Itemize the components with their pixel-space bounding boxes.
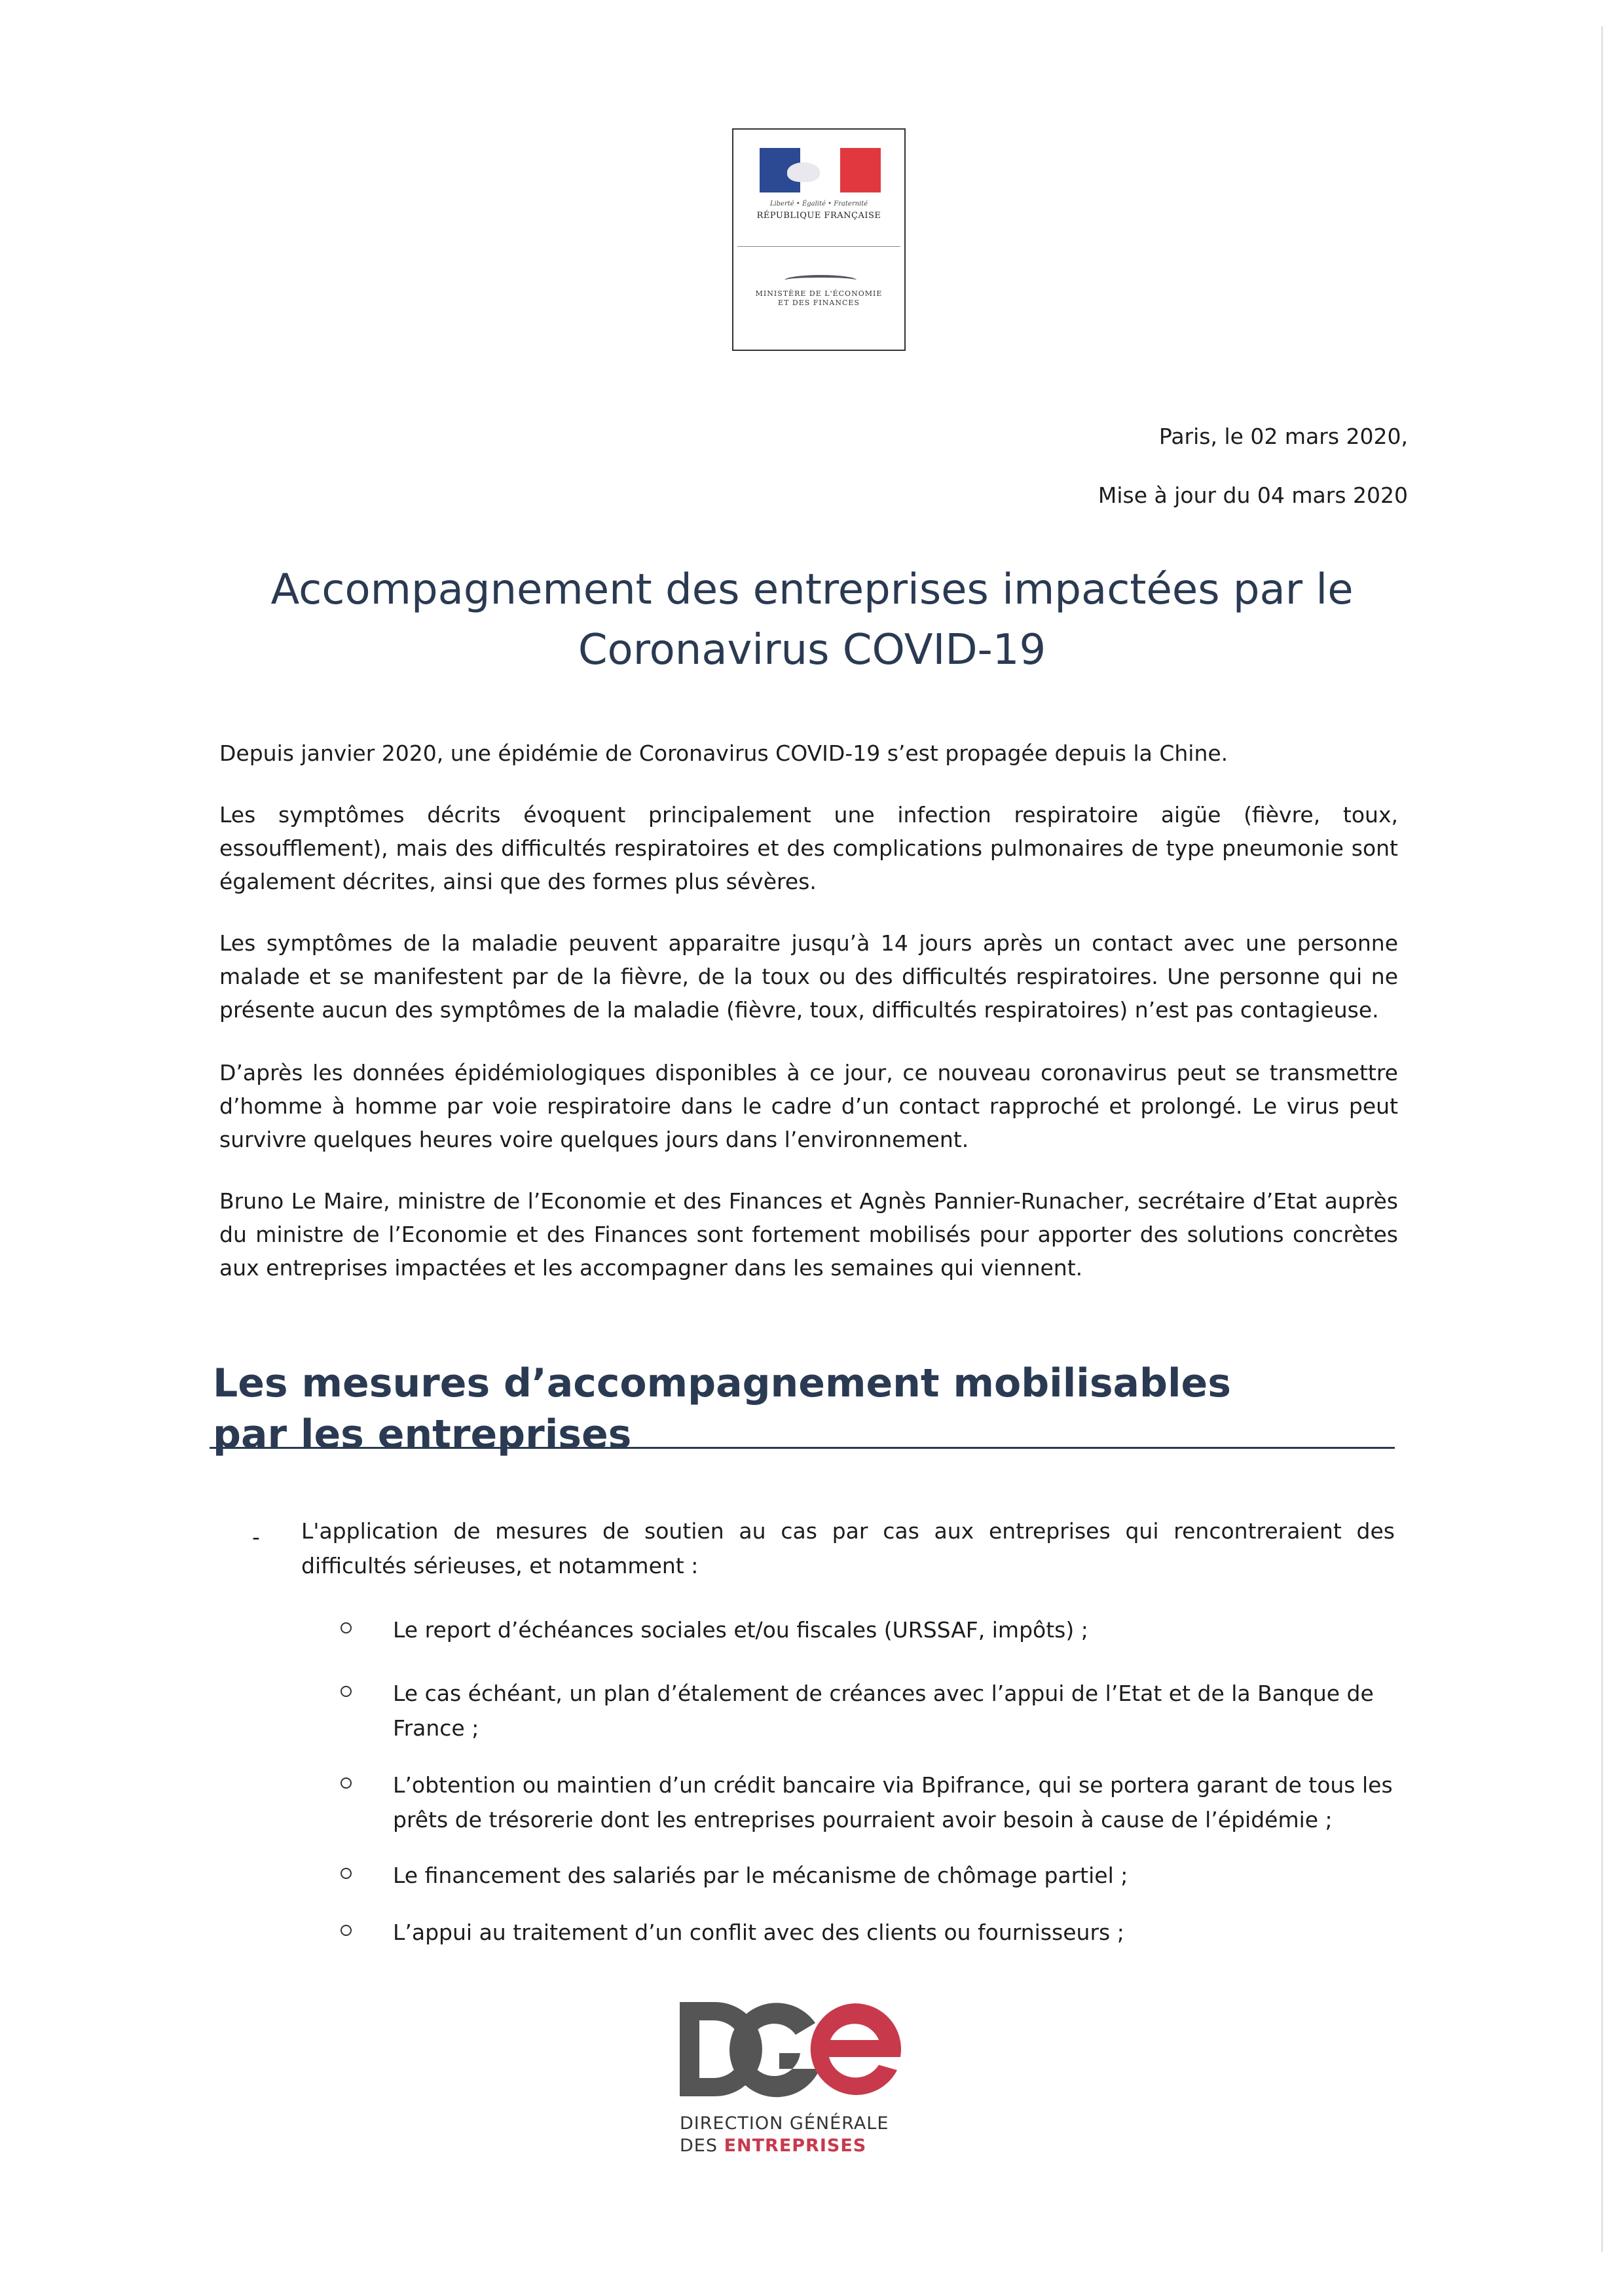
measures-intro: L'application de mesures de soutien au cas par cas aux entreprises qui rencontreraient des difficultés sérieuses, et notamment : — [301, 1518, 1395, 1578]
dge-logo-mark-icon — [674, 1997, 910, 2108]
marianne-flag-icon — [760, 148, 881, 192]
paragraph-4: D’après les données épidémiologiques disponibles à ce jour, ce nouveau coronavirus peut se transmettre d’homme à homme par voie respiratoire dans le cadre d’un contact rapproché et prolongé. Le virus peut survivre quelques heures voire quelques jours dans l’environnement. — [219, 1060, 1398, 1152]
list-item-text: L’appui au traitement d’un conflit avec des clients ou fournisseurs ; — [393, 1920, 1124, 1945]
ministry-name — [733, 289, 904, 308]
paragraph-3: Les symptômes de la maladie peuvent apparaitre jusqu’à 14 jours après un contact avec une personne malade et se manifestent par de la fièvre, de la toux ou des difficultés respiratoires. Une personne qui ne présente aucun des symptômes de la maladie (fièvre, toux, difficultés respiratoires) n’est pas contagieuse. — [219, 930, 1398, 1023]
page-edge — [1601, 26, 1603, 2252]
paragraph-5: Bruno Le Maire, ministre de l’Economie et des Finances et Agnès Pannier-Runacher, secrétaire d’Etat auprès du ministre de l’Economie et des Finances sont fortement mobilisés pour apporter des solutions concrètes aux entreprises impactées et les accompagner dans les semaines qui viennent. — [219, 1188, 1398, 1281]
republique-francaise-label: RÉPUBLIQUE FRANÇAISE — [756, 211, 881, 221]
logo-divider — [737, 246, 900, 247]
circle-bullet-icon — [341, 1868, 352, 1879]
circle-bullet-icon — [341, 1622, 352, 1633]
list-item-text: Le report d’échéances sociales et/ou fiscales (URSSAF, impôts) ; — [393, 1617, 1088, 1643]
section-underline — [210, 1447, 1395, 1449]
ministry-name-line2: ET DES FINANCES — [778, 299, 860, 307]
issue-date: Paris, le 02 mars 2020, — [1158, 424, 1408, 449]
republic-motto: Liberté • Égalité • Fraternité — [769, 200, 868, 208]
dge-name-des: DES — [680, 2136, 724, 2156]
section-heading: Les mesures d’accompagnement mobilisables par les entreprises — [213, 1360, 1231, 1457]
dge-logo — [674, 1997, 917, 2154]
government-logo-block — [732, 128, 906, 351]
ministry-emblem-icon — [784, 275, 857, 285]
dge-name-line1: DIRECTION GÉNÉRALE — [680, 2113, 889, 2134]
document-title: Accompagnement des entreprises impactées par le Coronavirus COVID-19 — [270, 565, 1354, 674]
list-dash-marker: - — [252, 1524, 260, 1550]
circle-bullet-icon — [341, 1686, 352, 1697]
list-item-text: Le financement des salariés par le mécanisme de chômage partiel ; — [393, 1863, 1128, 1888]
list-item-text: L’obtention ou maintien d’un crédit bancaire via Bpifrance, qui se portera garant de tous les prêts de trésorerie dont les entreprises pourraient avoir besoin à cause de l’épidémie ; — [393, 1772, 1393, 1832]
dge-name-entreprises: ENTREPRISES — [724, 2136, 867, 2156]
paragraph-2: Les symptômes décrits évoquent principalement une infection respiratoire aigüe (fièvre, toux, essoufflement), mais des difficultés respiratoires et des complications pulmonaires de type pneumonie sont également décrites, ainsi que des formes plus sévères. — [219, 802, 1398, 894]
circle-bullet-icon — [341, 1925, 352, 1936]
update-date: Mise à jour du 04 mars 2020 — [1098, 483, 1408, 508]
list-item-text: Le cas échéant, un plan d’étalement de créances avec l’appui de l’Etat et de la Banque de France ; — [393, 1681, 1374, 1741]
dge-name-line2 — [680, 2136, 866, 2156]
circle-bullet-icon — [341, 1777, 352, 1789]
ministry-name-line1: MINISTÈRE DE L'ÉCONOMIE — [755, 289, 883, 298]
paragraph-1: Depuis janvier 2020, une épidémie de Coronavirus COVID-19 s’est propagée depuis la Chine. — [219, 740, 1228, 766]
